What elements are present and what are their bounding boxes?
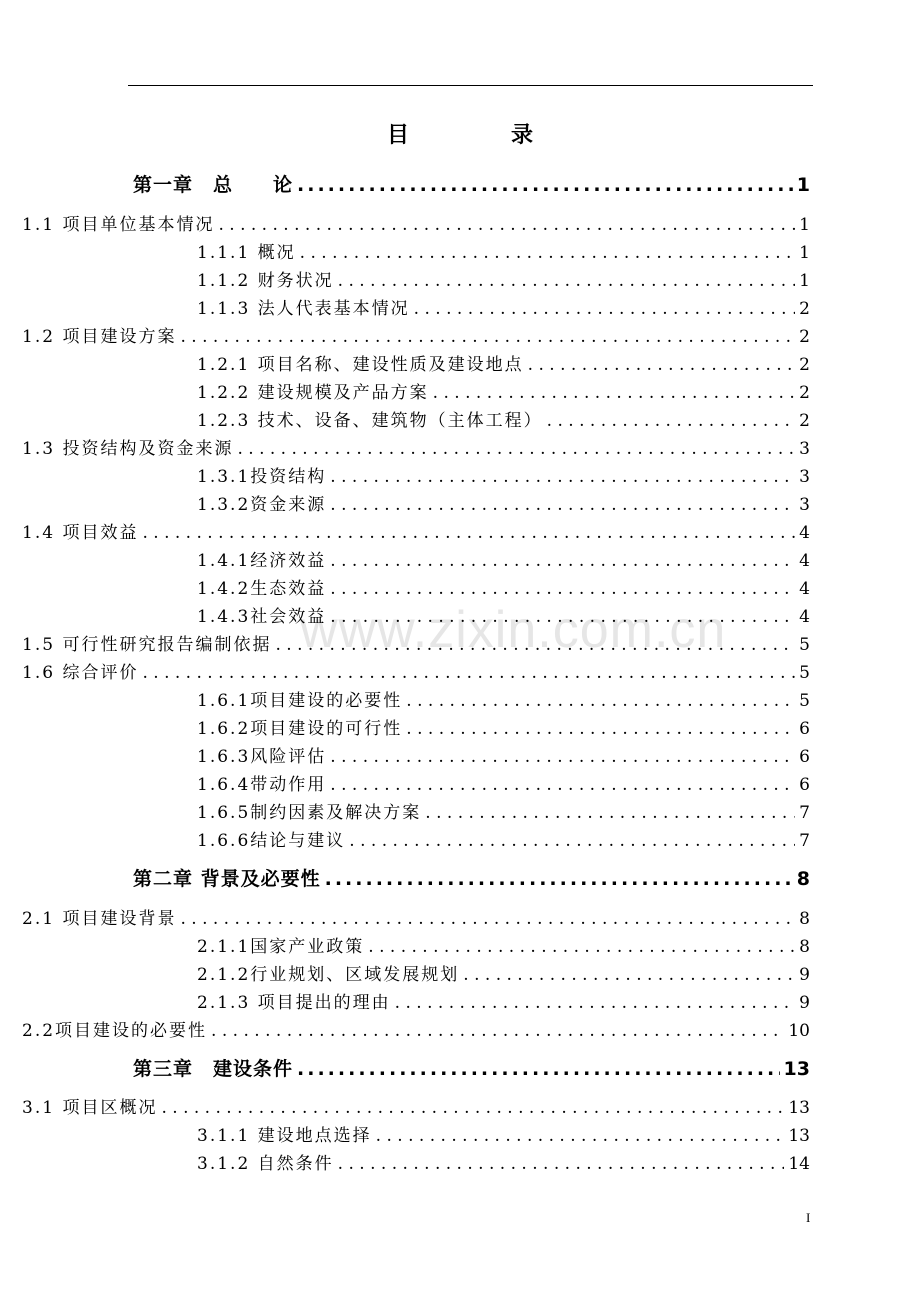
dot-leader	[330, 607, 795, 627]
toc-section[interactable]	[22, 904, 810, 929]
toc-section[interactable]	[22, 322, 810, 347]
toc-section[interactable]	[22, 1016, 810, 1041]
toc-section[interactable]	[22, 434, 810, 459]
toc-entry-label: 1.1.3 法人代表基本情况	[197, 299, 410, 319]
dot-leader	[463, 965, 795, 985]
toc-entry-label: 2.2项目建设的必要性	[22, 1021, 208, 1041]
toc-entry-page: 2	[799, 383, 810, 403]
toc-section[interactable]	[22, 658, 810, 683]
dot-leader	[237, 439, 795, 459]
toc-entry-page: 3	[799, 495, 810, 515]
toc-entry-label: 1.2.3 技术、设备、建筑物（主体工程）	[197, 411, 543, 431]
dot-leader	[547, 411, 796, 431]
toc-entry-page: 13	[788, 1126, 810, 1146]
toc-entry-label: 3.1.2 自然条件	[197, 1154, 334, 1174]
toc-entry-label: 1.1.1 概况	[197, 243, 296, 263]
toc-chapter[interactable]	[133, 170, 810, 197]
toc-entry-label: 1.1.2 财务状况	[197, 271, 334, 291]
toc-entry-label: 1.4.3社会效益	[197, 607, 327, 627]
toc-entry-page: 3	[799, 467, 810, 487]
toc-subsection[interactable]	[197, 960, 810, 985]
toc-entry-label: 3.1 项目区概况	[22, 1098, 158, 1118]
dot-leader	[325, 868, 793, 890]
dot-leader	[406, 691, 795, 711]
toc-entry-page: 3	[799, 439, 810, 459]
dot-leader	[338, 1154, 785, 1174]
toc-entry-page: 5	[799, 663, 810, 683]
toc-subsection[interactable]	[197, 406, 810, 431]
toc-entry-label: 2.1.1国家产业政策	[197, 937, 365, 957]
toc-entry-page: 8	[799, 937, 810, 957]
toc-entry-label: 2.1.2行业规划、区域发展规划	[197, 965, 460, 985]
dot-leader	[330, 551, 795, 571]
header-rule	[128, 85, 813, 86]
toc-subsection[interactable]	[197, 266, 810, 291]
toc-entry-label: 1.6.2项目建设的可行性	[197, 719, 403, 739]
toc-section[interactable]	[22, 1093, 810, 1118]
toc-entry-page: 14	[788, 1154, 810, 1174]
dot-leader	[395, 993, 796, 1013]
toc-entry-page: 4	[799, 579, 810, 599]
toc-subsection[interactable]	[197, 798, 810, 823]
dot-leader	[414, 299, 796, 319]
toc-entry-page: 5	[799, 691, 810, 711]
toc-chapter[interactable]	[133, 864, 810, 891]
toc-entry-page: 8	[799, 909, 810, 929]
toc-entry-page: 4	[799, 551, 810, 571]
dot-leader	[161, 1098, 784, 1118]
toc-subsection[interactable]	[197, 686, 810, 711]
dot-leader	[368, 937, 795, 957]
dot-leader	[275, 635, 795, 655]
toc-entry-page: 1	[799, 243, 810, 263]
dot-leader	[180, 327, 795, 347]
toc-entry-label: 1.6.4带动作用	[197, 775, 327, 795]
toc-entry-page: 4	[799, 523, 810, 543]
toc-entry-label: 3.1.1 建设地点选择	[197, 1126, 372, 1146]
toc-subsection[interactable]	[197, 238, 810, 263]
toc-section[interactable]	[22, 210, 810, 235]
dot-leader	[297, 174, 793, 196]
toc-entry-page: 1	[799, 271, 810, 291]
toc-entry-label: 1.6.6结论与建议	[197, 831, 346, 851]
dot-leader	[330, 775, 795, 795]
toc-title: 目 录	[386, 123, 573, 148]
toc-entry-label: 1.4.2生态效益	[197, 579, 327, 599]
toc-entry-page: 1	[796, 174, 810, 196]
toc-entry-label: 1.3.1投资结构	[197, 467, 327, 487]
dot-leader	[376, 1126, 785, 1146]
dot-leader	[211, 1021, 784, 1041]
toc-entry-page: 2	[799, 355, 810, 375]
toc-subsection[interactable]	[197, 1121, 810, 1146]
toc-entry-label: 1.2 项目建设方案	[22, 327, 177, 347]
dot-leader	[180, 909, 795, 929]
toc-entry-label: 1.6.5制约因素及解决方案	[197, 803, 422, 823]
dot-leader	[330, 579, 795, 599]
toc-entry-page: 7	[799, 831, 810, 851]
toc-subsection[interactable]	[197, 932, 810, 957]
toc-entry-page: 7	[799, 803, 810, 823]
toc-subsection[interactable]	[197, 602, 810, 627]
toc-entry-page: 2	[799, 299, 810, 319]
toc-entry-page: 1	[799, 215, 810, 235]
dot-leader	[338, 271, 796, 291]
toc-entry-label: 1.2.2 建设规模及产品方案	[197, 383, 429, 403]
dot-leader	[142, 663, 795, 683]
toc-entry-page: 6	[799, 775, 810, 795]
page-number: I	[806, 1210, 811, 1225]
toc-subsection[interactable]	[197, 546, 810, 571]
toc-entry-page: 9	[799, 965, 810, 985]
dot-leader	[349, 831, 795, 851]
dot-leader	[330, 495, 795, 515]
toc-subsection[interactable]	[197, 742, 810, 767]
toc-entry-label: 1.6.1项目建设的必要性	[197, 691, 403, 711]
toc-subsection[interactable]	[197, 462, 810, 487]
toc-section[interactable]	[22, 630, 810, 655]
toc-entry-label: 1.2.1 项目名称、建设性质及建设地点	[197, 355, 524, 375]
toc-entry-page: 13	[788, 1098, 810, 1118]
toc-entry-page: 4	[799, 607, 810, 627]
toc-entry-label: 1.5 可行性研究报告编制依据	[22, 635, 272, 655]
dot-leader	[406, 719, 795, 739]
toc-entry-label: 第二章 背景及必要性	[133, 868, 321, 890]
toc-entry-label: 2.1.3 项目提出的理由	[197, 993, 391, 1013]
toc-subsection[interactable]	[197, 490, 810, 515]
toc-entry-label: 第三章 建设条件	[133, 1058, 294, 1080]
toc-subsection[interactable]	[197, 378, 810, 403]
toc-entry-label: 1.6.3风险评估	[197, 747, 327, 767]
toc-entry-page: 2	[799, 411, 810, 431]
dot-leader	[297, 1058, 780, 1080]
toc-subsection[interactable]	[197, 1149, 810, 1174]
toc-entry-page: 8	[796, 868, 810, 890]
toc-entry-label: 1.4.1经济效益	[197, 551, 327, 571]
toc-entry-label: 1.1 项目单位基本情况	[22, 215, 215, 235]
toc-entry-page: 5	[799, 635, 810, 655]
dot-leader	[330, 747, 795, 767]
toc-entry-label: 1.6 综合评价	[22, 663, 139, 683]
toc-entry-label: 第一章 总 论	[133, 174, 294, 196]
toc-subsection[interactable]	[197, 714, 810, 739]
dot-leader	[330, 467, 795, 487]
toc-entry-page: 9	[799, 993, 810, 1013]
dot-leader	[425, 803, 795, 823]
toc-subsection[interactable]	[197, 350, 810, 375]
toc-entry-page: 2	[799, 327, 810, 347]
dot-leader	[142, 523, 795, 543]
toc-entry-label: 1.3.2资金来源	[197, 495, 327, 515]
toc-subsection[interactable]	[197, 988, 810, 1013]
dot-leader	[300, 243, 796, 263]
toc-section[interactable]	[22, 518, 810, 543]
toc-entry-page: 13	[783, 1058, 810, 1080]
toc-entry-page: 6	[799, 719, 810, 739]
toc-entry-page: 6	[799, 747, 810, 767]
dot-leader	[528, 355, 796, 375]
dot-leader	[218, 215, 795, 235]
toc-entry-label: 1.4 项目效益	[22, 523, 139, 543]
toc-subsection[interactable]	[197, 770, 810, 795]
watermark: www.zixin.com.cn	[300, 601, 727, 659]
toc-entry-label: 2.1 项目建设背景	[22, 909, 177, 929]
dot-leader	[433, 383, 796, 403]
toc-entry-label: 1.3 投资结构及资金来源	[22, 439, 234, 459]
toc-subsection[interactable]	[197, 294, 810, 319]
toc-subsection[interactable]	[197, 574, 810, 599]
toc-chapter[interactable]	[133, 1054, 810, 1081]
toc-subsection[interactable]	[197, 826, 810, 851]
toc-entry-page: 10	[788, 1021, 810, 1041]
